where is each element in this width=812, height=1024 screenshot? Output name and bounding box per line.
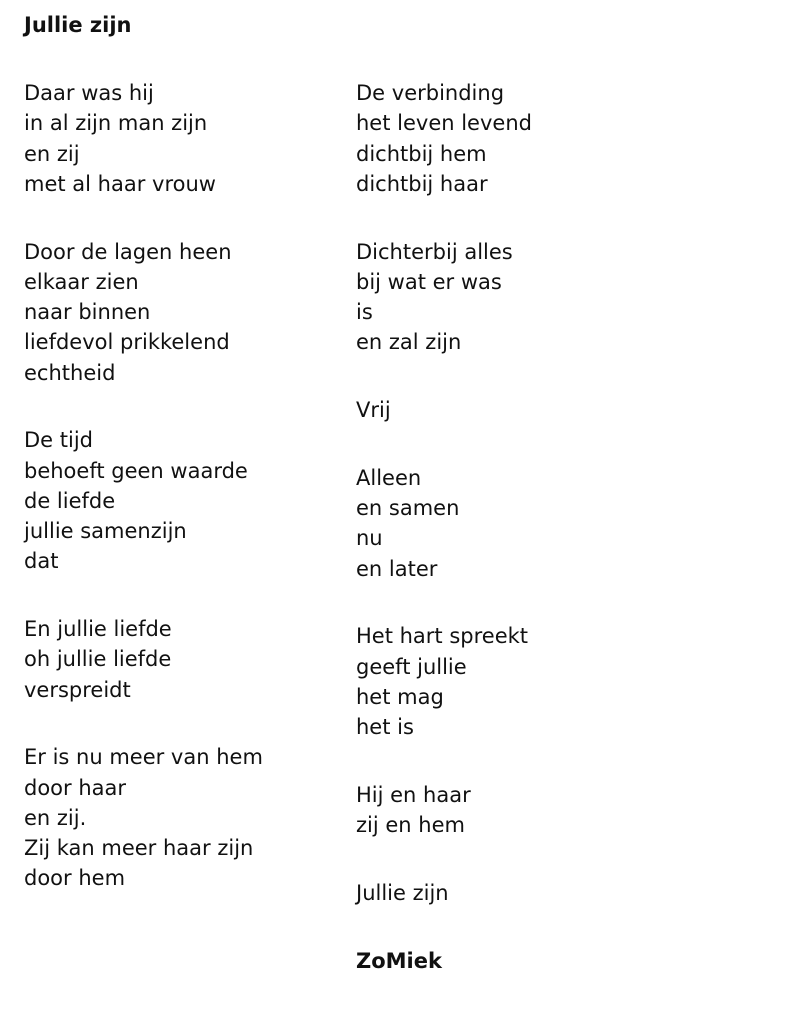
poem-stanza	[24, 237, 334, 388]
poem-stanza	[356, 780, 686, 841]
poem-line: het leven levend	[356, 111, 532, 136]
poem-line: is	[356, 300, 373, 324]
poem-column-right	[356, 78, 686, 976]
poem-line: Zij kan meer haar zijn	[24, 836, 254, 860]
poem-line: Er is nu meer van hem	[24, 745, 263, 770]
poem-line: het mag	[356, 684, 444, 709]
poem-stanza	[356, 78, 686, 199]
poem-stanza	[24, 614, 334, 705]
poem-stanza	[356, 395, 686, 425]
poem-line: Dichterbij alles	[356, 239, 513, 264]
poem-line: Door de lagen heen	[24, 239, 232, 264]
poem-line: zij en hem	[356, 813, 465, 837]
poem-line: door haar	[24, 775, 127, 800]
poem-line: De verbinding	[356, 81, 505, 105]
poem-line: jullie samenzijn	[24, 519, 187, 543]
poem-line: bij wat er was	[356, 269, 502, 294]
poem-title: Jullie zijn	[24, 13, 132, 37]
poem-line: en zij	[24, 141, 80, 166]
poem-stanza	[356, 463, 686, 584]
poem-line: in al zijn man zijn	[24, 111, 208, 136]
poem-line: De tijd	[24, 428, 93, 453]
poem-stanza	[356, 878, 686, 908]
poem-line: en samen	[356, 496, 460, 520]
poem-stanza	[356, 621, 686, 742]
poem-line: dichtbij hem	[356, 141, 487, 166]
poem-stanza	[24, 425, 334, 576]
poem-line: en zij.	[24, 805, 87, 830]
poem-line: naar binnen	[24, 300, 151, 324]
poem-line: Het hart spreekt	[356, 624, 529, 649]
poem-column-left	[24, 78, 334, 931]
poem-line: nu	[356, 526, 383, 551]
poem-line: En jullie liefde	[24, 617, 172, 641]
poem-line: Vrij	[356, 398, 391, 422]
poem-stanza	[24, 742, 334, 893]
poem-stanza	[24, 78, 334, 199]
poem-line: echtheid	[24, 360, 116, 385]
poem-line: dat	[24, 549, 59, 574]
poem-line: door hem	[24, 866, 126, 891]
poem-line: geeft jullie	[356, 654, 467, 679]
poem-line: Alleen	[356, 465, 422, 490]
poem-line: Hij en haar	[356, 782, 471, 807]
poem-line: oh jullie liefde	[24, 647, 172, 672]
poem-author-signature: ZoMiek	[356, 948, 442, 973]
poem-line: en zal zijn	[356, 330, 462, 355]
poem-line: Daar was hij	[24, 81, 154, 105]
poem-line: Jullie zijn	[356, 880, 449, 905]
poem-stanza	[356, 237, 686, 358]
poem-line: en later	[356, 556, 438, 581]
poem-line: met al haar vrouw	[24, 171, 216, 196]
right-stanzas-container	[356, 78, 686, 908]
poem-line: behoeft geen waarde	[24, 458, 248, 483]
poem-line: de liefde	[24, 488, 116, 513]
poem-line: elkaar zien	[24, 269, 139, 294]
poem-line: dichtbij haar	[356, 171, 488, 196]
poem-line: het is	[356, 715, 414, 739]
poem-line: verspreidt	[24, 677, 131, 702]
poem-line: liefdevol prikkelend	[24, 330, 230, 355]
